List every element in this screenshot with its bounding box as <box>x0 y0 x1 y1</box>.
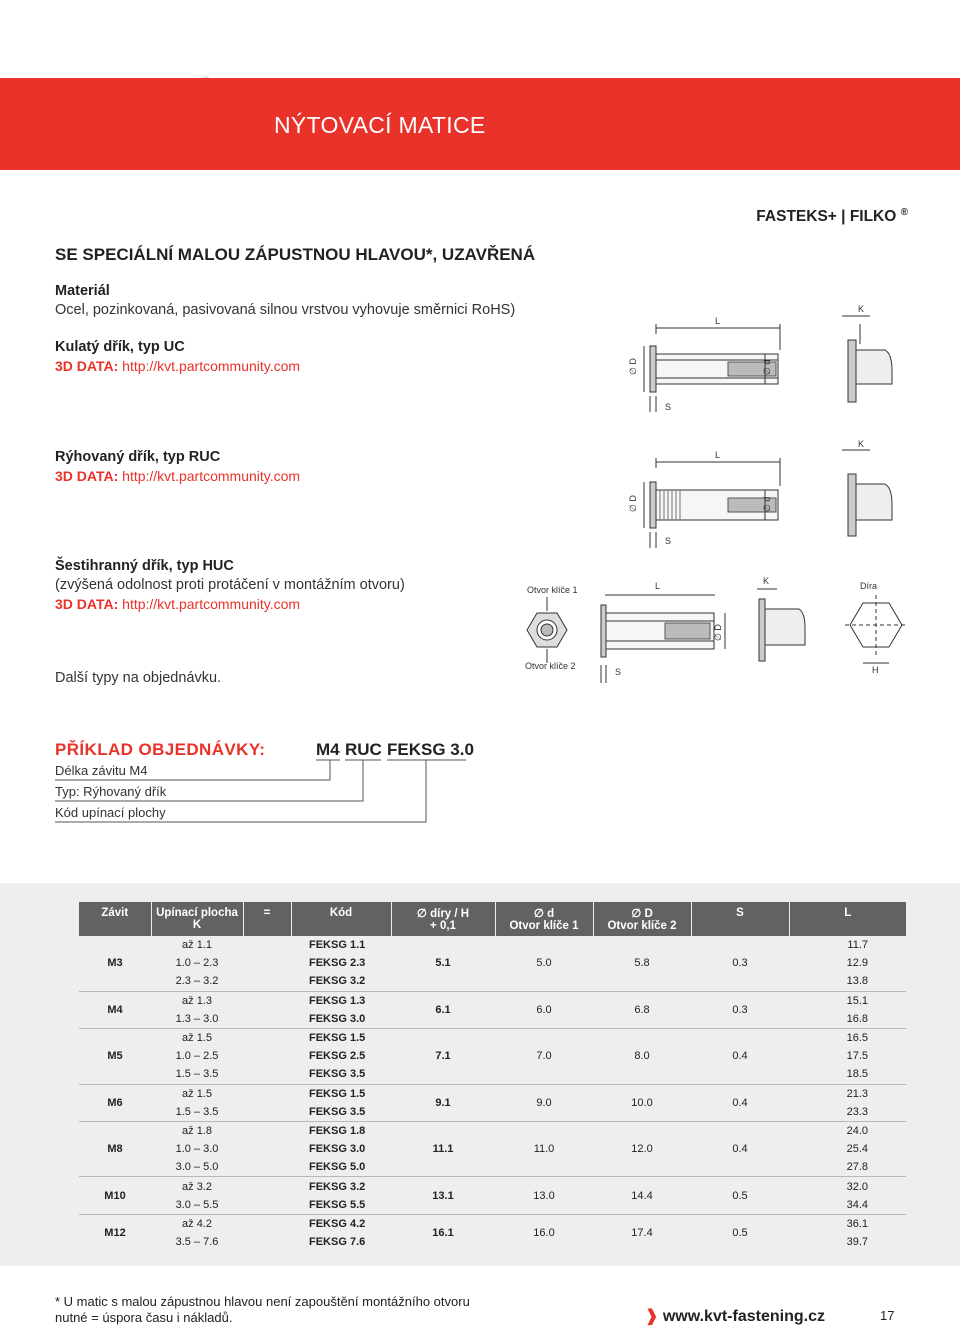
cell-L: 25.4 <box>846 1143 868 1156</box>
drawing-huc-label-hole: Díra <box>860 581 878 591</box>
cell-L: 32.0 <box>789 1177 906 1196</box>
cell-L: 34.4 <box>846 1198 868 1211</box>
drawing-ruc-label-d: ∅ d <box>762 496 772 512</box>
cell-hole: 13.1 <box>391 1177 495 1214</box>
cell-D: 14.4 <box>593 1177 691 1214</box>
cell-grip: 1.0 – 3.0 <box>175 1143 219 1156</box>
cell-code: FEKSG 1.3 <box>291 991 391 1010</box>
cell-S: 0.5 <box>691 1214 789 1251</box>
cell-code: FEKSG 5.0 <box>309 1161 366 1174</box>
cell-code: FEKSG 5.5 <box>309 1198 366 1211</box>
cell-code: FEKSG 1.8 <box>291 1121 391 1140</box>
cell-L: 18.5 <box>846 1068 868 1081</box>
section-title: SE SPECIÁLNÍ MALOU ZÁPUSTNOU HLAVOU*, UZAVŘENÁ <box>55 245 536 264</box>
cell-d: 13.0 <box>495 1177 593 1214</box>
cell-code: FEKSG 2.3 <box>309 957 366 970</box>
cell-eq <box>243 1084 291 1103</box>
drawing-uc-label-K: K <box>858 304 865 314</box>
cell-eq <box>243 1177 291 1196</box>
cell-thread: M4 <box>79 991 151 1028</box>
cell-grip: až 1.5 <box>151 1028 243 1047</box>
cell-hole: 16.1 <box>391 1214 495 1251</box>
th-eq: = <box>243 902 291 936</box>
cell-eq <box>243 1233 291 1251</box>
drawing-uc-label-L: L <box>715 316 721 326</box>
material-label: Materiál <box>55 283 110 299</box>
cell-d: 5.0 <box>536 957 552 970</box>
cell-grip: až 1.3 <box>151 991 243 1010</box>
cell-hole: 7.1 <box>391 1028 495 1084</box>
drawing-uc-label-D: ∅ D <box>628 358 638 375</box>
page-number: 17 <box>880 1308 895 1323</box>
cell-eq <box>243 1196 291 1215</box>
cell-hole: 6.1 <box>391 991 495 1028</box>
drawing-uc-label-S: S <box>665 402 672 412</box>
cell-thread: M8 <box>79 1121 151 1177</box>
drawing-huc-label-key1: Otvor klíče 1 <box>527 585 578 595</box>
cell-L: 12.9 <box>846 957 868 970</box>
cell-grip: 1.0 – 2.5 <box>175 1050 219 1063</box>
type-ruc-title: Rýhovaný dřík, typ RUC <box>55 449 221 465</box>
website-link[interactable]: www.kvt-fastening.cz <box>662 1308 825 1325</box>
cell-d: 6.0 <box>495 991 593 1028</box>
cell-eq <box>243 1140 291 1158</box>
cell-eq <box>243 1065 291 1084</box>
cell-code: FEKSG 3.2 <box>291 1177 391 1196</box>
order-line-thread: Délka závitu M4 <box>55 763 148 778</box>
cell-L: 16.5 <box>789 1028 906 1047</box>
type-uc-title: Kulatý dřík, typ UC <box>55 339 185 355</box>
th-d: ∅ d Otvor klíče 1 <box>495 902 593 936</box>
cell-L: 39.7 <box>846 1236 868 1249</box>
cell-L: 15.1 <box>789 991 906 1010</box>
order-code-grip: FEKSG 3.0 <box>387 740 474 759</box>
drawing-huc-label-S: S <box>615 667 622 677</box>
cell-code: FEKSG 3.5 <box>309 1068 366 1081</box>
table-row <box>79 1121 906 1140</box>
drawing-huc-label-K: K <box>763 576 770 586</box>
cell-code: FEKSG 2.5 <box>309 1050 366 1063</box>
cell-eq <box>243 1047 291 1065</box>
th-S: S <box>691 902 789 936</box>
footnote <box>55 1294 470 1326</box>
th-D: ∅ D Otvor klíče 2 <box>593 902 691 936</box>
cell-S: 0.3 <box>691 991 789 1028</box>
type-uc-3d-label: 3D DATA: <box>55 358 119 374</box>
cell-grip: 3.5 – 7.6 <box>175 1236 219 1249</box>
cell-L: 36.1 <box>789 1214 906 1233</box>
cell-L: 23.3 <box>846 1105 868 1118</box>
th-grip: Upínací plocha K <box>151 902 243 936</box>
type-huc-note: (zvýšená odolnost proti protáčení v montážním otvoru) <box>55 577 405 593</box>
cell-grip: 1.5 – 3.5 <box>175 1105 219 1118</box>
brand-a: FASTEKS+ <box>756 208 837 226</box>
product-table <box>79 902 906 1251</box>
table-row <box>79 1214 906 1233</box>
brand-b: FILKO <box>849 208 897 226</box>
cell-grip: 1.5 – 3.5 <box>175 1068 219 1081</box>
cell-eq <box>243 1214 291 1233</box>
cell-eq <box>243 1028 291 1047</box>
cell-S: 0.3 <box>732 957 748 970</box>
type-huc-3d-label: 3D DATA: <box>55 596 119 612</box>
cell-thread: M5 <box>79 1028 151 1084</box>
cell-thread: M10 <box>79 1177 151 1214</box>
material-text: Ocel, pozinkovaná, pasivovaná silnou vrstvou vyhovuje směrnici RoHS) <box>55 302 516 318</box>
chevron-right-icon: ❱ <box>645 1308 659 1325</box>
cell-L: 24.0 <box>789 1121 906 1140</box>
th-thread: Závit <box>79 902 151 936</box>
type-huc-3d-link[interactable]: http://kvt.partcommunity.com <box>122 596 301 612</box>
order-code-type: RUC <box>345 740 382 759</box>
table-body <box>79 936 906 1251</box>
cell-eq <box>243 1158 291 1177</box>
cell-code: FEKSG 1.5 <box>291 1084 391 1103</box>
cell-grip: až 4.2 <box>151 1214 243 1233</box>
cell-grip: 3.0 – 5.5 <box>175 1198 219 1211</box>
more-types-text: Další typy na objednávku. <box>55 670 222 686</box>
brand-registered: ® <box>900 207 908 218</box>
cell-hole: 5.1 <box>435 957 451 970</box>
type-uc-3d <box>55 358 300 374</box>
table-row <box>79 936 906 954</box>
drawing-ruc-label-L: L <box>715 450 721 460</box>
cell-grip: až 1.1 <box>182 939 212 952</box>
order-line-grip: Kód upínací plochy <box>55 805 166 820</box>
th-L: L <box>789 902 906 936</box>
cell-grip: 1.3 – 3.0 <box>175 1012 219 1025</box>
drawing-huc-label-H: H <box>872 665 879 675</box>
drawing-huc <box>515 575 915 685</box>
cell-code: FEKSG 3.5 <box>309 1105 366 1118</box>
type-ruc-3d <box>55 468 300 484</box>
cell-grip: 3.0 – 5.0 <box>175 1161 219 1174</box>
table-row <box>79 1028 906 1047</box>
cell-eq <box>243 1010 291 1029</box>
cell-code: FEKSG 4.2 <box>291 1214 391 1233</box>
cell-D: 6.8 <box>593 991 691 1028</box>
cell-eq <box>243 991 291 1010</box>
cell-S: 0.5 <box>691 1177 789 1214</box>
cell-eq <box>243 972 291 991</box>
cell-d: 11.0 <box>495 1121 593 1177</box>
footnote-line-1: * U matic s malou zápustnou hlavou není zapouštění montážního otvoru <box>55 1294 470 1309</box>
page-title: NÝTOVACÍ MATICE <box>274 112 486 138</box>
footnote-line-2: nutné = úspora času i nákladů. <box>55 1310 233 1325</box>
cell-thread: M12 <box>79 1214 151 1251</box>
brand-line <box>756 207 908 226</box>
order-example-heading: PŘÍKLAD OBJEDNÁVKY: <box>55 740 266 759</box>
cell-code: FEKSG 1.1 <box>309 939 366 952</box>
cell-eq <box>243 1103 291 1122</box>
type-uc-3d-link[interactable]: http://kvt.partcommunity.com <box>122 358 301 374</box>
cell-hole: 11.1 <box>391 1121 495 1177</box>
cell-eq <box>243 936 291 954</box>
cell-S: 0.4 <box>691 1121 789 1177</box>
cell-grip: 2.3 – 3.2 <box>175 975 219 988</box>
table-row <box>79 991 906 1010</box>
cell-code: FEKSG 7.6 <box>309 1236 366 1249</box>
cell-grip: až 1.8 <box>151 1121 243 1140</box>
cell-L: 21.3 <box>789 1084 906 1103</box>
drawing-ruc-label-D: ∅ D <box>628 495 638 512</box>
cell-d: 7.0 <box>495 1028 593 1084</box>
table-header-row <box>79 902 906 936</box>
cell-D: 10.0 <box>593 1084 691 1121</box>
drawing-ruc-label-S: S <box>665 536 672 546</box>
table-row <box>79 1177 906 1196</box>
cell-D: 12.0 <box>593 1121 691 1177</box>
cell-thread: M3 <box>107 957 123 970</box>
table-row <box>79 1084 906 1103</box>
cell-D: 8.0 <box>593 1028 691 1084</box>
cell-eq <box>243 1121 291 1140</box>
drawing-huc-label-L: L <box>655 581 661 591</box>
cell-D: 5.8 <box>634 957 650 970</box>
brand-separator: | <box>841 208 846 226</box>
cell-code: FEKSG 3.0 <box>309 1143 366 1156</box>
cell-grip: 1.0 – 2.3 <box>175 957 219 970</box>
cell-code: FEKSG 1.5 <box>291 1028 391 1047</box>
order-example-leaders <box>0 755 960 825</box>
cell-grip: až 3.2 <box>151 1177 243 1196</box>
type-ruc-3d-label: 3D DATA: <box>55 468 119 484</box>
cell-thread: M6 <box>79 1084 151 1121</box>
cell-eq <box>243 954 291 972</box>
cell-L: 13.8 <box>846 975 868 988</box>
drawing-uc <box>620 300 910 415</box>
order-line-type: Typ: Rýhovaný dřík <box>55 784 167 799</box>
drawing-uc-label-d: ∅ d <box>762 359 772 375</box>
th-code: Kód <box>291 902 391 936</box>
cell-code: FEKSG 3.2 <box>309 975 366 988</box>
cell-S: 0.4 <box>691 1084 789 1121</box>
cell-L: 17.5 <box>846 1050 868 1063</box>
cell-grip: až 1.5 <box>151 1084 243 1103</box>
cell-D: 17.4 <box>593 1214 691 1251</box>
website <box>645 1306 825 1326</box>
drawing-huc-label-key2: Otvor klíče 2 <box>525 661 576 671</box>
cell-code: FEKSG 3.0 <box>309 1012 366 1025</box>
drawing-huc-label-D: ∅ D <box>713 624 723 641</box>
th-hole: ∅ díry / H + 0,1 <box>391 902 495 936</box>
type-huc-title: Šestihranný dřík, typ HUC <box>55 558 234 574</box>
cell-d: 16.0 <box>495 1214 593 1251</box>
cell-L: 27.8 <box>846 1161 868 1174</box>
cell-L: 16.8 <box>846 1012 868 1025</box>
order-code-thread: M4 <box>316 740 340 759</box>
cell-d: 9.0 <box>495 1084 593 1121</box>
type-huc-3d <box>55 596 300 612</box>
type-ruc-3d-link[interactable]: http://kvt.partcommunity.com <box>122 468 301 484</box>
drawing-ruc-label-K: K <box>858 440 865 449</box>
drawing-ruc <box>620 440 910 552</box>
cell-S: 0.4 <box>691 1028 789 1084</box>
cell-hole: 9.1 <box>391 1084 495 1121</box>
cell-L: 11.7 <box>847 939 868 952</box>
